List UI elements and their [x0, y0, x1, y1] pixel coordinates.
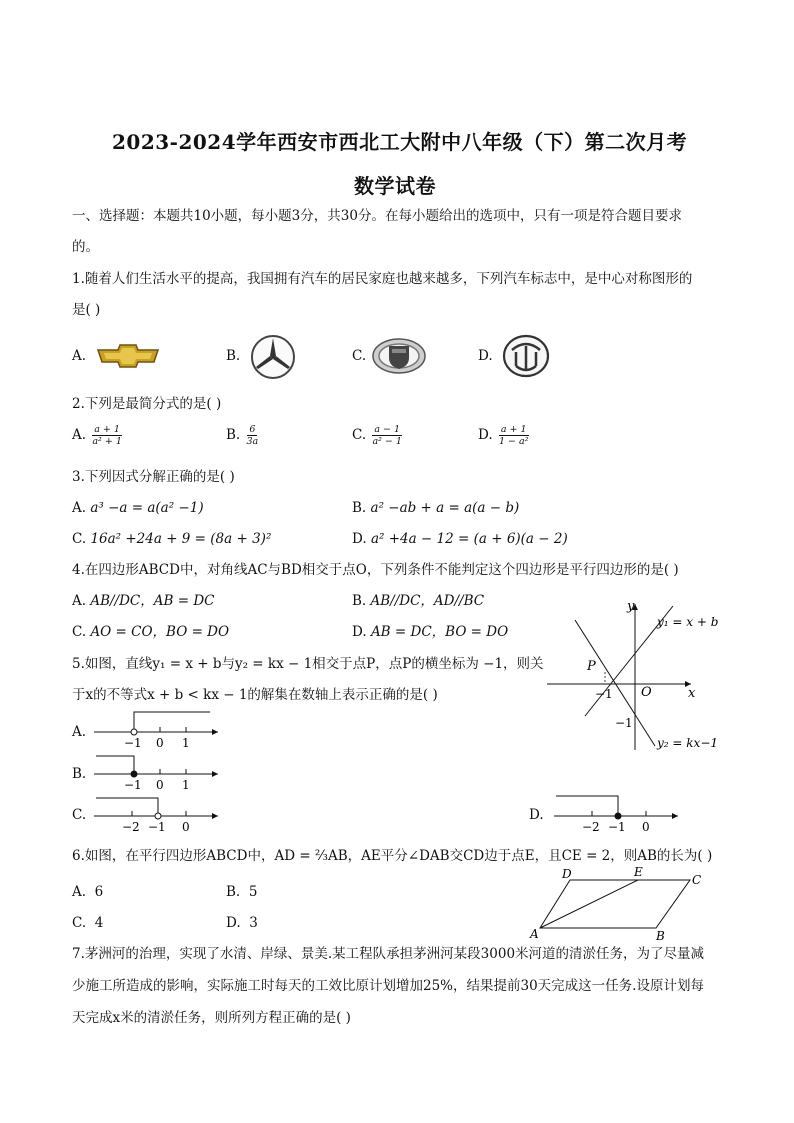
q6-parallelogram-figure [530, 864, 710, 942]
point-p-label: P [587, 659, 596, 674]
q2-option-d-label: D. [478, 427, 493, 443]
q3-option-c-label: C. [72, 531, 87, 547]
y-tick-label: −1 [615, 716, 633, 730]
exam-subtitle: 数学试卷 [354, 174, 436, 198]
q2-option-d [478, 424, 530, 447]
q4-option-b [352, 592, 484, 610]
q4-stem: 4.在四边形ABCD中，对角线AC与BD相交于点O，下列条件不能判定这个四边形是平行四边形的是( ) [72, 562, 679, 578]
q4-option-b-label: B. [352, 593, 367, 609]
q3-option-b-text: a² −ab + a = a(a − b) [370, 500, 520, 516]
q2-option-d-numerator: a + 1 [500, 424, 527, 435]
tick-label: 0 [156, 778, 164, 792]
faw-logo-icon [502, 334, 550, 378]
q1-option-b-label: B. [226, 348, 241, 364]
tick-label: 0 [642, 820, 650, 834]
chevrolet-logo-icon [96, 343, 160, 369]
q3-option-b-label: B. [352, 500, 367, 516]
q1-option-c-label: C. [352, 348, 367, 364]
q3-stem: 3.下列因式分解正确的是( ) [72, 469, 235, 485]
q1-option-a-label: A. [72, 348, 87, 364]
q6-option-a [72, 883, 103, 901]
q2-option-c-label: C. [352, 427, 367, 443]
q4-option-c-text: AO = CO，BO = DO [90, 624, 230, 640]
q2-option-c [352, 424, 404, 447]
q2-stem: 2.下列是最简分式的是( ) [72, 396, 222, 412]
q2-option-a [72, 424, 124, 447]
q2-option-b-label: B. [226, 427, 241, 443]
q5-option-b-label: B. [72, 766, 87, 782]
mercedes-logo-icon [250, 334, 296, 380]
q3-option-b [352, 499, 519, 517]
q3-option-a [72, 499, 204, 517]
q5-line-graph [545, 598, 730, 758]
q2-option-b [226, 424, 260, 447]
q5-option-c-label: C. [72, 807, 87, 823]
vertex-c-label: C [692, 873, 702, 887]
q3-option-d-label: D. [352, 531, 367, 547]
q2-option-d-denominator: 1 − a² [498, 436, 529, 447]
q4-option-a-label: A. [72, 593, 87, 609]
q5-option-a-numberline [92, 708, 222, 748]
tick-label: −2 [582, 820, 600, 834]
q7-stem: 7.茅洲河的治理，实现了水清、岸绿、景美.某工程队承担茅洲河某段3000米河道的清淤任务，为了尽量减 [72, 946, 705, 962]
point-e-label: E [634, 865, 643, 879]
q2-option-a-denominator: a² + 1 [92, 436, 122, 447]
great-wall-logo-icon [372, 338, 426, 374]
q3-option-c-text: 16a² +24a + 9 = (8a + 3)² [90, 531, 272, 547]
q3-option-d [352, 530, 568, 548]
q4-option-d [352, 623, 508, 641]
q1-option-d-label: D. [478, 348, 493, 364]
q5-option-b-numberline [92, 752, 222, 792]
line-y2-label: y₂ = kx−1 [657, 736, 719, 750]
q5-option-d-label: D. [529, 807, 544, 823]
q4-option-a [72, 592, 214, 610]
q7-stem-cont: 少施工所造成的影响，实际施工时每天的工效比原计划增加25%，结果提前30天完成这一任务.设原计划每 [72, 978, 704, 994]
origin-label: O [641, 685, 652, 700]
tick-label: −2 [122, 820, 140, 834]
q6-option-b-text: 5 [248, 884, 258, 900]
q4-option-d-label: D. [352, 624, 367, 640]
q6-option-b [226, 883, 257, 901]
tick-label: 1 [182, 736, 190, 750]
exam-title: 2023-2024学年西安市西北工大附中八年级（下）第二次月考 [112, 130, 688, 154]
q6-option-b-label: B. [226, 884, 241, 900]
q6-option-d-label: D. [226, 915, 241, 931]
q2-option-a-label: A. [72, 427, 87, 443]
q6-option-c-text: 4 [94, 915, 104, 931]
tick-label: −1 [124, 736, 142, 750]
vertex-b-label: B [656, 929, 665, 943]
tick-label: −1 [608, 820, 626, 834]
q2-option-c-numerator: a − 1 [374, 424, 401, 435]
q6-stem: 6.如图，在平行四边形ABCD中，AD = ⅔AB，AE平分∠DAB交CD边于点E，且CE = 2，则AB的长为( ) [72, 848, 713, 864]
q4-option-c [72, 623, 229, 641]
q3-option-a-label: A. [72, 500, 87, 516]
section-heading-cont: 的。 [72, 239, 99, 255]
q3-option-a-text: a³ −a = a(a² −1) [90, 500, 204, 516]
tick-label: −1 [148, 820, 166, 834]
q5-option-c-numberline [92, 794, 222, 834]
q3-option-d-text: a² +4a − 12 = (a + 6)(a − 2) [370, 531, 568, 547]
q5-stem-cont: 于x的不等式x + b < kx − 1的解集在数轴上表示正确的是( ) [72, 687, 438, 703]
line-y1-label: y₁ = x + b [657, 615, 719, 629]
x-tick-label: −1 [595, 687, 613, 701]
q4-option-c-label: C. [72, 624, 87, 640]
q5-stem: 5.如图，直线y₁ = x + b与y₂ = kx − 1相交于点P，点P的横坐标为 −1，则关 [72, 656, 544, 672]
q3-option-c [72, 530, 271, 548]
tick-label: 0 [182, 820, 190, 834]
q2-option-c-denominator: a² − 1 [372, 436, 402, 447]
q5-option-a-label: A. [72, 724, 87, 740]
q1-stem-cont: 是( ) [72, 302, 101, 318]
q4-option-b-text: AB//DC，AD//BC [370, 593, 485, 609]
tick-label: −1 [124, 778, 142, 792]
q5-option-d-numberline [552, 792, 682, 834]
q2-option-a-numerator: a + 1 [94, 424, 120, 435]
vertex-a-label: A [530, 927, 539, 941]
tick-label: 0 [156, 736, 164, 750]
x-axis-label: x [688, 686, 696, 701]
q6-option-a-label: A. [72, 884, 87, 900]
q2-option-b-denominator: 3a [246, 436, 259, 447]
q1-stem: 1.随着人们生活水平的提高，我国拥有汽车的居民家庭也越来越多，下列汽车标志中，是中心对称图形的 [72, 271, 693, 287]
section-heading: 一、选择题：本题共10小题，每小题3分，共30分。在每小题给出的选项中，只有一项是符合题目要求 [72, 208, 682, 224]
q6-option-d [226, 914, 258, 932]
y-axis-label: y [627, 599, 635, 614]
q6-option-c-label: C. [72, 915, 87, 931]
vertex-d-label: D [562, 867, 572, 881]
tick-label: 1 [182, 778, 190, 792]
q2-option-b-numerator: 6 [249, 424, 256, 435]
q6-option-a-text: 6 [94, 884, 104, 900]
q4-option-d-text: AB = DC，BO = DO [370, 624, 509, 640]
q7-stem-cont2: 天完成x米的清淤任务，则所列方程正确的是( ) [72, 1010, 351, 1026]
q6-option-c [72, 914, 103, 932]
q4-option-a-text: AB//DC，AB = DC [90, 593, 215, 609]
q6-option-d-text: 3 [249, 915, 258, 931]
